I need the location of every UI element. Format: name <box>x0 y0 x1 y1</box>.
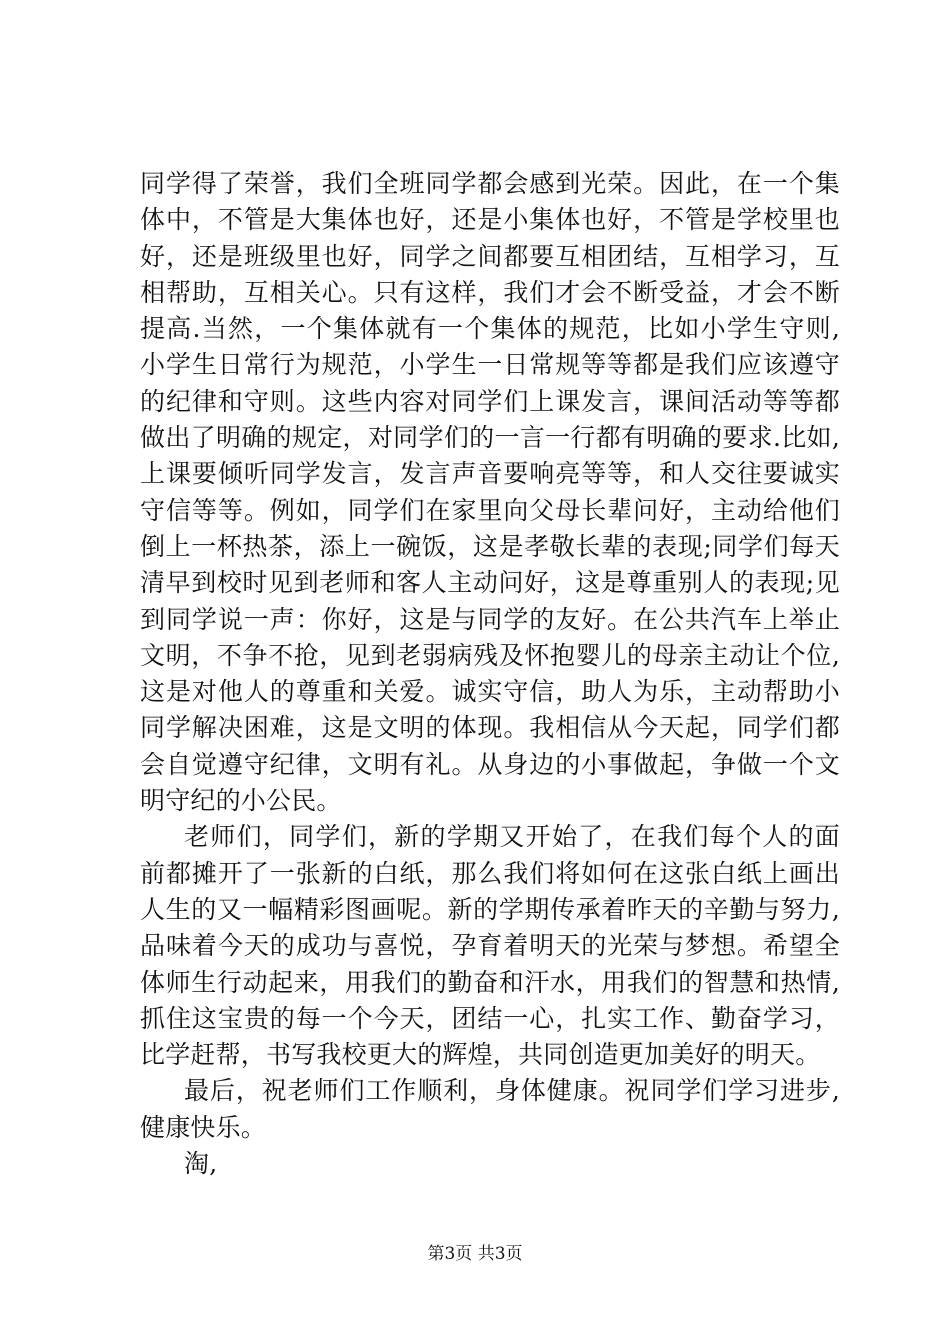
text-line: 相帮助，互相关心。只有这样，我们才会不断受益，才会不断 <box>140 277 840 307</box>
text-line: 好，还是班级里也好，同学之间都要互相团结，互相学习，互 <box>140 241 840 271</box>
text-line: 前都摊开了一张新的白纸，那么我们将如何在这张白纸上画出 <box>140 858 840 888</box>
text-line: 同学得了荣誉，我们全班同学都会感到光荣。因此，在一个集 <box>140 169 840 198</box>
text-line: 健康快乐。 <box>140 1112 267 1142</box>
text-line: 人生的又一幅精彩图画呢。新的学期传承着昨天的辛勤与努力, <box>140 894 840 924</box>
text-line: 会自觉遵守纪律，文明有礼。从身边的小事做起，争做一个文 <box>140 749 840 779</box>
text-line: 文明，不争不抢，见到老弱病残及怀抱婴儿的母亲主动让个位, <box>140 640 840 670</box>
paragraph-start-line: 老师们，同学们，新的学期又开始了，在我们每个人的面 <box>184 822 840 852</box>
text-line: 体中，不管是大集体也好，还是小集体也好，不管是学校里也 <box>140 205 840 235</box>
text-line: 守信等等。例如，同学们在家里向父母长辈问好，主动给他们 <box>140 495 840 525</box>
text-line: 这是对他人的尊重和关爱。诚实守信，助人为乐，主动帮助小 <box>140 677 840 707</box>
text-line: 的纪律和守则。这些内容对同学们上课发言，课间活动等等都 <box>140 386 840 416</box>
text-line: 做出了明确的规定，对同学们的一言一行都有明确的要求.比如, <box>140 423 840 453</box>
text-line: 倒上一杯热茶，添上一碗饭，这是孝敬长辈的表现;同学们每天 <box>140 531 840 561</box>
text-line: 明守纪的小公民。 <box>140 786 342 816</box>
text-line: 抓住这宝贵的每一个今天，团结一心，扎实工作、勤奋学习， <box>140 1003 840 1033</box>
text-line: 小学生日常行为规范，小学生一日常规等等都是我们应该遵守 <box>140 350 840 380</box>
text-line: 上课要倾听同学发言，发言声音要响亮等等，和人交往要诚实 <box>140 459 840 489</box>
text-line: 提高.当然，一个集体就有一个集体的规范，比如小学生守则, <box>140 314 840 344</box>
paragraph-start-line: 最后，祝老师们工作顺利，身体健康。祝同学们学习进步, <box>184 1076 840 1106</box>
text-line: 到同学说一声：你好，这是与同学的友好。在公共汽车上举止 <box>140 604 840 634</box>
text-line: 体师生行动起来，用我们的勤奋和汗水，用我们的智慧和热情, <box>140 967 840 997</box>
text-line: 同学解决困难，这是文明的体现。我相信从今天起，同学们都 <box>140 713 840 743</box>
text-line: 比学赶帮，书写我校更大的辉煌，共同创造更加美好的明天。 <box>140 1040 821 1070</box>
text-line: 清早到校时见到老师和客人主动问好，这是尊重别人的表现;见 <box>140 568 840 598</box>
page-number-footer: 第3页 共3页 <box>427 1244 523 1264</box>
paragraph-start-line: 淘, <box>184 1149 218 1179</box>
body-text <box>140 166 840 1182</box>
text-line: 品味着今天的成功与喜悦，孕育着明天的光荣与梦想。希望全 <box>140 931 840 961</box>
